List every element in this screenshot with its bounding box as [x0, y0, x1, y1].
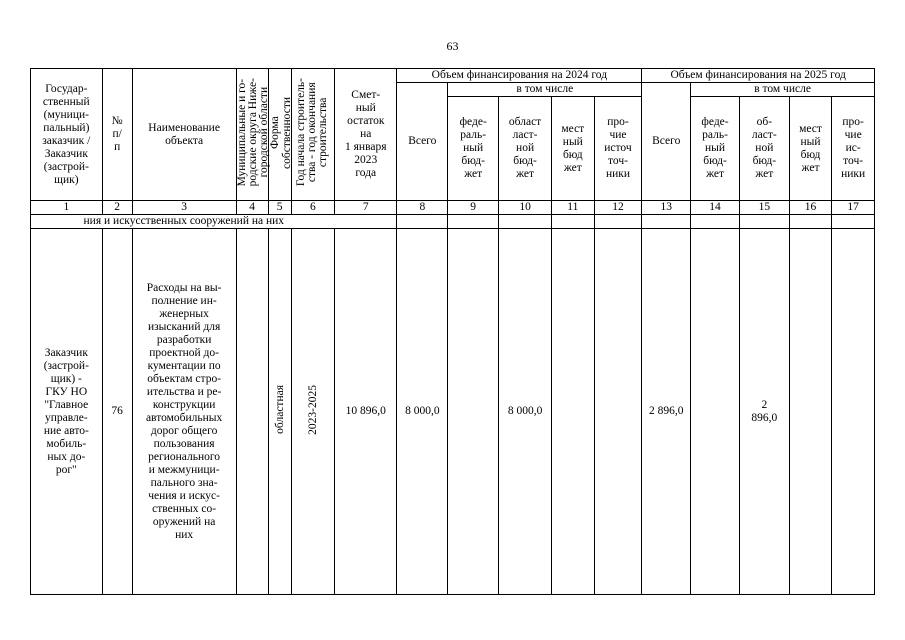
empty-cell: [335, 215, 397, 229]
empty-cell: [642, 215, 691, 229]
column-number: 14: [691, 201, 740, 215]
header-customer: Государ- ственный (муници- пальный) заказчик / Заказчик (застрой- щик): [31, 69, 103, 201]
header-total-2025: Всего: [642, 83, 691, 201]
financing-table: [30, 68, 875, 595]
column-number: 1: [31, 201, 103, 215]
column-number: 3: [132, 201, 236, 215]
section-row: [31, 215, 875, 229]
column-number: 6: [291, 201, 335, 215]
header-ownership: [268, 69, 291, 201]
header-financing-2025: Объем финансирования на 2025 год: [642, 69, 875, 83]
column-number: 11: [552, 201, 595, 215]
header-local-2025: мест ный бюд жет: [789, 97, 832, 201]
column-number: 7: [335, 201, 397, 215]
empty-cell: [397, 215, 448, 229]
row-ownership-text: областная: [273, 385, 286, 434]
row-local-2025: [789, 229, 832, 595]
page-number: 63: [446, 39, 459, 53]
column-number: 15: [739, 201, 789, 215]
header-regional-2025: об- ласт- ной бюд- жет: [739, 97, 789, 201]
row-years-text: 2023-2025: [306, 384, 319, 435]
column-number: 17: [832, 201, 875, 215]
row-municipality: [236, 229, 268, 595]
row-estimate: 10 896,0: [335, 229, 397, 595]
header-including-2025: в том числе: [691, 83, 875, 97]
row-total-2025: 2 896,0: [642, 229, 691, 595]
column-number: 5: [268, 201, 291, 215]
header-municipality-text: Муниципальные и го- родские округа Ниже- городской области: [235, 78, 270, 187]
empty-cell: [832, 215, 875, 229]
empty-cell: [691, 215, 740, 229]
row-federal-2024: [448, 229, 499, 595]
column-number: 16: [789, 201, 832, 215]
column-number: 12: [594, 201, 642, 215]
header-number: № п/ п: [102, 69, 132, 201]
empty-cell: [739, 215, 789, 229]
row-ownership: [268, 229, 291, 595]
row-other-2025: [832, 229, 875, 595]
row-total-2024: 8 000,0: [397, 229, 448, 595]
row-years: [291, 229, 335, 595]
header-federal-2024: феде- раль- ный бюд- жет: [448, 97, 499, 201]
section-title-cell: [31, 215, 335, 229]
row-regional-2024: 8 000,0: [499, 229, 552, 595]
column-number: 2: [102, 201, 132, 215]
header-total-2024: Всего: [397, 83, 448, 201]
empty-cell: [499, 215, 552, 229]
column-number: 9: [448, 201, 499, 215]
column-number: 13: [642, 201, 691, 215]
header-other-2025: про- чие ис- точ- ники: [832, 97, 875, 201]
column-number: 4: [236, 201, 268, 215]
header-federal-2025: феде- раль- ный бюд- жет: [691, 97, 740, 201]
header-financing-2024: Объем финансирования на 2024 год: [397, 69, 642, 83]
row-regional-2025: 2 896,0: [739, 229, 789, 595]
header-regional-2024: област ласт- ной бюд- жет: [499, 97, 552, 201]
row-other-2024: [594, 229, 642, 595]
row-customer: Заказчик (застрой- щик) - ГКУ НО "Главное управле- ние авто- мобиль- ных до- рог": [31, 229, 103, 595]
header-including-2024: в том числе: [448, 83, 642, 97]
table-row: [31, 229, 875, 595]
header-years: [291, 69, 335, 201]
empty-cell: [789, 215, 832, 229]
row-local-2024: [552, 229, 595, 595]
column-number: 10: [499, 201, 552, 215]
row-number: 76: [102, 229, 132, 595]
section-title: ния и искусственных сооружений на них: [83, 215, 285, 227]
header-years-text: Год начала строитель- ства - год окончания строительства: [295, 78, 330, 187]
header-estimate: Смет- ный остаток на 1 января 2023 года: [335, 69, 397, 201]
empty-cell: [448, 215, 499, 229]
header-municipality: [236, 69, 268, 201]
empty-cell: [552, 215, 595, 229]
empty-cell: [594, 215, 642, 229]
header-local-2024: мест ный бюд жет: [552, 97, 595, 201]
header-other-2024: про- чие источ точ- ники: [594, 97, 642, 201]
row-federal-2025: [691, 229, 740, 595]
row-object-name: Расходы на вы- полнение ин- женерных изысканий для разработки проектной до- кументации по объектам стро- ительства и ре- конструкции автомобильных дорог общего пользования регионального и межмуници- пального зна- чения и искус- ственных со- оружений на них: [132, 229, 236, 595]
header-ownership-text: Форма собственности: [268, 96, 293, 169]
column-number-row: [31, 201, 875, 215]
header-object-name: Наименование объекта: [132, 69, 236, 201]
column-number: 8: [397, 201, 448, 215]
